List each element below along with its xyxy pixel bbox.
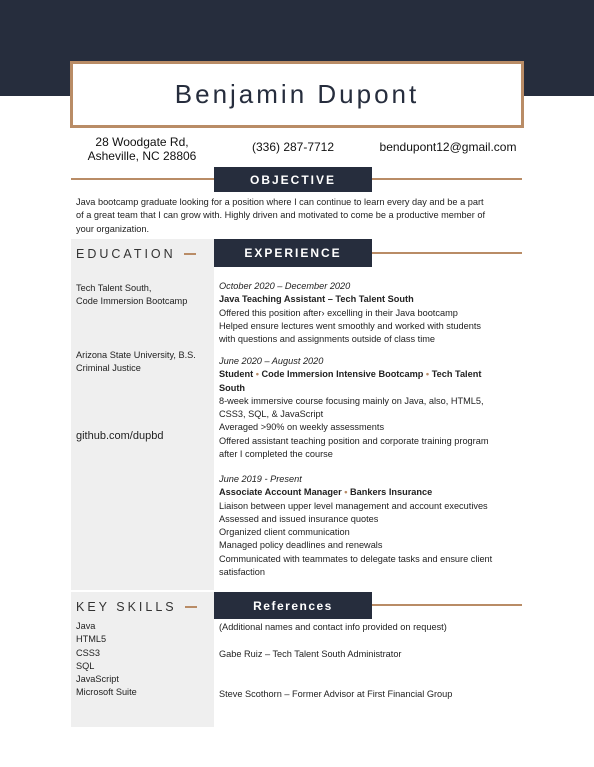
heading-dash — [184, 253, 196, 255]
references-note: (Additional names and contact info provided on request) — [219, 622, 447, 632]
job-title-part: Tech Talent — [431, 369, 482, 380]
candidate-name: Benjamin Dupont — [174, 79, 420, 109]
job-bullet: 8-week immersive course focusing mainly on Java, also, HTML5, — [219, 395, 484, 406]
objective-line: your organization. — [76, 223, 150, 234]
references-rule — [370, 604, 522, 606]
address-line-1: 28 Woodgate Rd, — [95, 135, 189, 149]
separator-dot: • — [341, 487, 351, 498]
job-date: June 2019 - Present — [219, 474, 302, 484]
education-line: Arizona State University, B.S. — [76, 350, 196, 360]
skill-item: HTML5 — [76, 634, 107, 645]
heading-dash — [185, 606, 197, 608]
skill-item: Java — [76, 621, 96, 631]
education-heading — [76, 246, 196, 262]
job-entry — [219, 355, 519, 461]
skills-heading — [76, 599, 197, 615]
job-title: Java Teaching Assistant – Tech Talent South — [219, 294, 414, 305]
job-bullet: after I completed the course — [219, 449, 333, 460]
education-entry — [76, 349, 212, 376]
education-line: Tech Talent South, — [76, 283, 152, 293]
job-bullet: Offered assistant teaching position and corporate training program — [219, 435, 489, 446]
education-line: Code Immersion Bootcamp — [76, 296, 188, 307]
job-entry — [219, 473, 519, 579]
education-heading-text: EDUCATION — [76, 247, 176, 261]
skill-item: JavaScript — [76, 674, 119, 685]
job-bullet: Liaison between upper level management and account executives — [219, 500, 488, 511]
job-title-part: Associate Account Manager — [219, 487, 342, 498]
skill-item: Microsoft Suite — [76, 687, 137, 698]
job-bullet: Helped ensure lectures went smoothly and worked with students — [219, 320, 481, 331]
separator-dot: • — [253, 369, 262, 380]
experience-rule — [370, 252, 522, 254]
job-title-part: Code Immersion Intensive Bootcamp — [261, 369, 424, 380]
skill-item: SQL — [76, 660, 95, 671]
contact-address — [82, 135, 202, 163]
objective-text — [76, 196, 526, 236]
contact-email: bendupont12@gmail.com — [379, 140, 517, 154]
reference-entry: Gabe Ruiz – Tech Talent South Administrator — [219, 649, 402, 659]
address-line-2: Asheville, NC 28806 — [87, 149, 197, 163]
separator-dot: • — [423, 369, 432, 380]
job-bullet: with questions and assignments outside of class time — [219, 334, 436, 345]
job-title — [219, 368, 519, 381]
skill-item: CSS3 — [76, 647, 101, 658]
job-date: October 2020 – December 2020 — [219, 281, 351, 291]
objective-heading: OBJECTIVE — [214, 167, 372, 192]
job-date: June 2020 – August 2020 — [219, 356, 324, 366]
job-bullet: satisfaction — [219, 567, 265, 578]
references-heading: References — [214, 592, 372, 619]
job-title-part: Bankers Insurance — [350, 487, 433, 498]
job-bullet: Averaged >90% on weekly assessments — [219, 422, 385, 433]
job-bullet: Organized client communication — [219, 527, 350, 538]
job-entry — [219, 280, 519, 346]
name-box — [70, 61, 524, 128]
job-bullet: Assessed and issued insurance quotes — [219, 513, 379, 524]
reference-entry: Steve Scothorn – Former Advisor at First Financial Group — [219, 689, 453, 699]
education-line: Criminal Justice — [76, 363, 141, 374]
education-entry — [76, 282, 212, 309]
objective-line: of a great team that I can grow with. Highly driven and motivated to come be a productive member of — [76, 210, 486, 221]
contact-phone: (336) 287-7712 — [251, 140, 335, 154]
objective-line: Java bootcamp graduate looking for a position where I can continue to learn every day and be a part — [76, 197, 484, 207]
job-bullet: CSS3, SQL, & JavaScript — [219, 409, 324, 420]
job-title-cont: South — [219, 382, 246, 393]
job-bullet: Managed policy deadlines and renewals — [219, 540, 383, 551]
job-bullet: Offered this position after› excelling in their Java bootcamp — [219, 307, 458, 318]
skills-heading-text: KEY SKILLS — [76, 600, 177, 614]
skills-list — [76, 620, 212, 700]
github-link[interactable]: github.com/dupbd — [76, 430, 164, 442]
job-title-part: Student — [219, 369, 254, 380]
experience-heading: EXPERIENCE — [214, 239, 372, 267]
job-title — [219, 486, 519, 499]
job-bullet: Communicated with teammates to delegate tasks and ensure client — [219, 553, 493, 564]
